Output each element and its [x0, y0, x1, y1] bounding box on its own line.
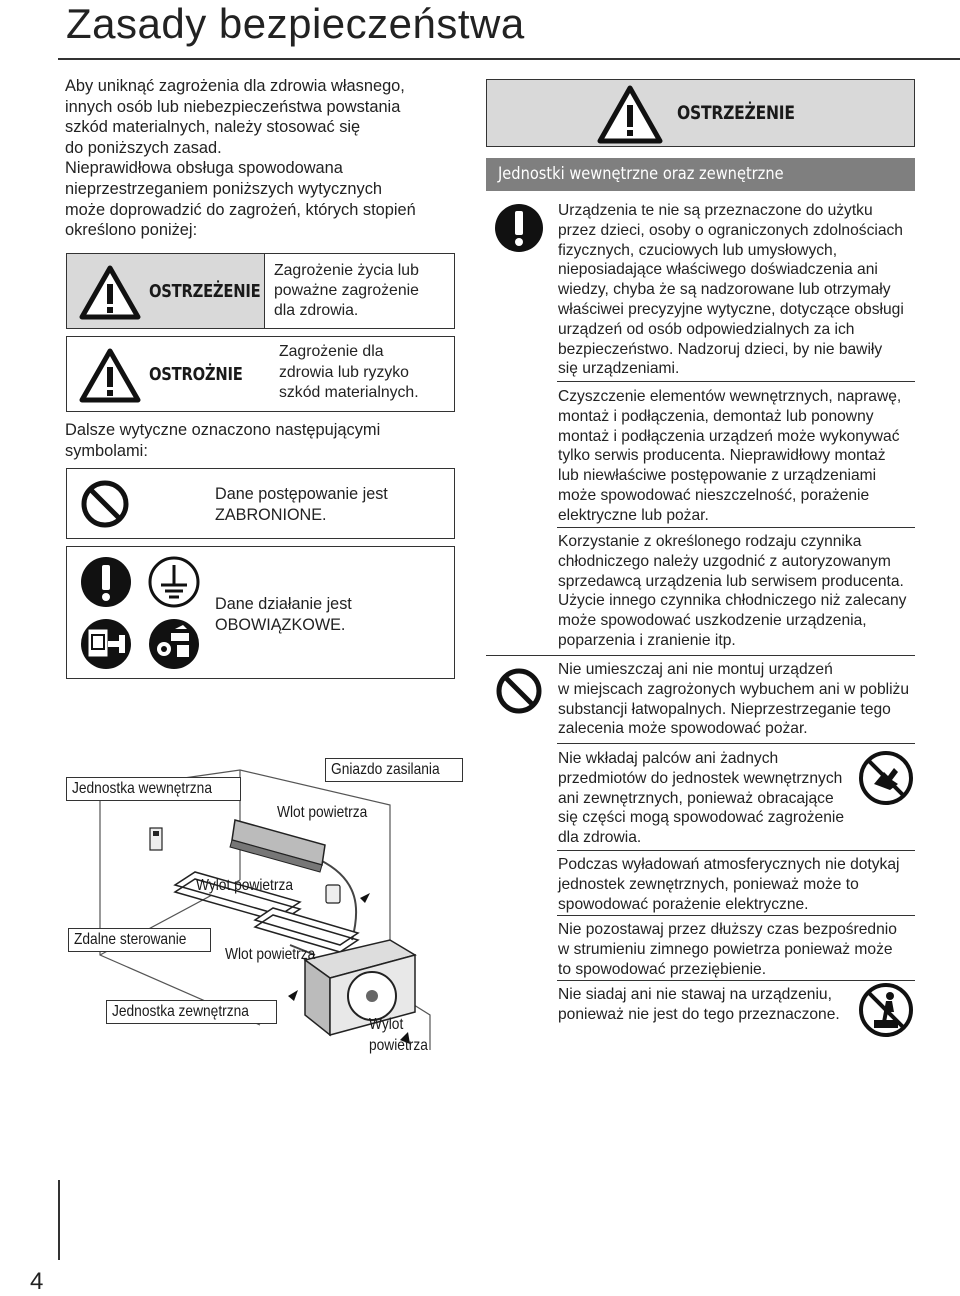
page-margin-rule [58, 1180, 60, 1260]
intro-line: określono poniżej: [65, 221, 198, 240]
paragraph-line: Nie pozostawaj przez dłuższy czas bezpośrednio [558, 921, 897, 938]
warning-paragraph [558, 201, 904, 379]
warning-paragraph [558, 532, 906, 651]
paragraph-line: może spowodować nieszczelność, porażenie [558, 486, 870, 504]
intro-line: do poniższych zasad. [65, 138, 222, 157]
paragraph-line: nieposiadające właściwego doświadczenia ani [558, 261, 878, 279]
warning-paragraph [558, 855, 900, 914]
paragraph-line: fizycznych, czuciowych lub umysłowych, [558, 241, 838, 259]
paragraph-divider [557, 381, 915, 382]
paragraph-divider [557, 743, 915, 744]
prohibited-icon [494, 666, 544, 716]
paragraph-line: Nie siadaj ani nie stawaj na urządzeniu, [558, 986, 832, 1003]
ground-icon [147, 555, 201, 609]
installation-diagram [60, 750, 480, 1060]
warning-paragraph [558, 985, 840, 1025]
paragraph-line: Podczas wyładowań atmosferycznych nie dotykaj [558, 856, 900, 873]
label-air-inlet-indoor: Wlot powietrza [277, 804, 368, 821]
label-power-socket: Gniazdo zasilania [325, 758, 463, 782]
exclamation-icon [79, 555, 133, 609]
paragraph-line: Urządzenia te nie są przeznaczone do użytku [558, 202, 873, 219]
warning-paragraph [558, 387, 901, 526]
paragraph-line: przedmiotów do jednostek wewnętrznych [558, 769, 843, 787]
paragraph-line: właściwei precyzyjne wytyczne, dotyczące obsługi [558, 300, 904, 318]
warning-desc-line: Zagrożenie życia lub [274, 262, 419, 279]
caution-level-label: OSTROŻNIE [149, 364, 243, 385]
intro-line: nieprzestrzeganiem poniższych wytycznych [65, 179, 383, 198]
label-indoor-unit: Jednostka wewnętrzna [66, 777, 241, 801]
paragraph-line: Użycie innego czynnika chłodniczego niż zalecany [558, 592, 907, 610]
paragraph-line: w strumieniu zimnego powietrza ponieważ może [558, 940, 893, 958]
intro-line: szkód materialnych, należy stosować się [65, 118, 361, 137]
paragraph-line: ani zewnętrznych, ponieważ obracające [558, 789, 834, 807]
paragraph-divider [557, 980, 915, 981]
paragraph-line: Korzystanie z określonego rodzaju czynnika [558, 533, 862, 550]
prohibited-line: Dane postępowanie jest [215, 485, 388, 503]
paragraph-line: dla zdrowia. [558, 829, 642, 847]
no-stepping-icon [858, 982, 914, 1038]
caution-desc-line: Zagrożenie dla [279, 343, 384, 360]
no-fingers-icon [858, 750, 914, 806]
paragraph-line: tylko serwis producenta. Nieprawidłowy montaż [558, 447, 886, 465]
warning-level-box [66, 253, 265, 329]
prohibited-line: ZABRONIONE. [215, 505, 327, 524]
exclamation-icon [494, 203, 544, 253]
label-air-outlet-indoor: Wylot powietrza [196, 877, 293, 894]
breaker-icon [147, 617, 201, 671]
label-air-outlet-outdoor: Wylot powietrza [369, 1016, 428, 1054]
paragraph-divider [486, 655, 915, 656]
warning-paragraph [558, 920, 897, 979]
paragraph-line: montaż i podłączenia, demontaż lub ponowny [558, 407, 874, 425]
paragraph-line: sprzedawcą urządzenia lub serwisem producenta. [558, 572, 904, 590]
paragraph-line: spowodować porażenie elektryczne. [558, 895, 809, 913]
paragraph-line: się urządzeniami. [558, 360, 680, 378]
page-number: 4 [30, 1268, 44, 1295]
paragraph-line: wiedzy, chyba że są nadzorowane lub otrzymały [558, 281, 891, 299]
paragraph-line: ponieważ nie jest do tego przeznaczone. [558, 1005, 840, 1023]
intro-line: innych osób lub niebezpieczeństwa powstania [65, 97, 401, 116]
warning-level-desc [274, 261, 419, 321]
symbols-intro-line: symbolami: [65, 441, 148, 460]
paragraph-line: urządzeń od osób odpowiedzialnych za ich [558, 320, 855, 338]
warning-paragraph [558, 749, 844, 848]
paragraph-line: może spowodować uszkodzenie urządzenia, [558, 612, 867, 630]
paragraph-line: się części mogą spowodować zagrożenie [558, 809, 845, 827]
paragraph-line: Nie umieszczaj ani nie montuj urządzeń [558, 661, 833, 678]
caution-triangle-icon [79, 347, 141, 403]
paragraph-line: zalecenia może spowodować pożar. [558, 720, 808, 738]
paragraph-line: Czyszczenie elementów wewnętrznych, naprawę, [558, 388, 902, 405]
paragraph-line: w miejscach zagrożonych wybuchem ani w pobliżu [558, 680, 910, 698]
label-remote-control: Zdalne sterowanie [68, 928, 211, 952]
caution-level-desc [279, 342, 419, 404]
mandatory-text [215, 594, 352, 635]
power-socket-drawing [326, 885, 340, 903]
paragraph-line: substancji łatwopalnych. Nieprzestrzeganie tego [558, 700, 891, 718]
paragraph-divider [557, 527, 915, 528]
warning-header-label: OSTRZEŻENIE [677, 102, 795, 124]
intro-line: Nieprawidłowa obsługa spowodowana [65, 159, 343, 178]
intro-paragraph [65, 76, 416, 241]
label-air-inlet-outdoor: Wlot powietrza [225, 946, 316, 963]
paragraph-line: poparzenia i zranienie itp. [558, 631, 736, 649]
intro-line: Aby uniknąć zagrożenia dla zdrowia własnego, [65, 77, 405, 95]
intro-line: może doprowadzić do zagrożeń, których stopień [65, 200, 416, 219]
paragraph-divider [557, 850, 915, 851]
symbols-intro [65, 420, 380, 461]
paragraph-line: jednostek zewnętrznych, ponieważ może to [558, 875, 859, 893]
paragraph-line: Nie wkładaj palców ani żadnych [558, 750, 779, 767]
mandatory-symbol-box [66, 546, 455, 679]
paragraph-line: lub niewłaściwe postępowanie z urządzeniami [558, 467, 877, 485]
label-outdoor-unit: Jednostka zewnętrzna [106, 1000, 277, 1024]
indoor-unit-drawing [230, 820, 325, 872]
prohibited-text [215, 484, 388, 525]
caution-desc-line: szkód materialnych. [279, 384, 419, 401]
unplug-icon [79, 617, 133, 671]
title-divider [58, 58, 960, 60]
warning-triangle-icon [79, 264, 141, 320]
prohibited-symbol-box [66, 468, 455, 539]
warning-desc-line: dla zdrowia. [274, 302, 359, 319]
warning-level-desc-box [265, 253, 455, 329]
warning-level-label: OSTRZEŻENIE [149, 281, 261, 302]
paragraph-line: montaż i podłączenia urządzeń może wykonywać [558, 427, 900, 445]
section-title-bar [486, 158, 915, 191]
caution-desc-line: zdrowia lub ryzyko [279, 363, 409, 381]
warning-header-box [486, 79, 915, 147]
paragraph-line: to spowodować przeziębienie. [558, 960, 767, 978]
paragraph-divider [557, 915, 915, 916]
symbols-intro-line: Dalsze wytyczne oznaczono następującymi [65, 421, 381, 439]
page-title: Zasady bezpieczeństwa [66, 0, 525, 47]
mandatory-line: Dane działanie jest [215, 595, 352, 613]
paragraph-line: bezpieczeństwo. Nadzoruj dzieci, by nie bawiły [558, 340, 883, 358]
paragraph-line: chłodniczego należy uzgodnić z autoryzowanym [558, 552, 891, 570]
warning-desc-line: poważne zagrożenie [274, 282, 419, 299]
remote-control-drawing [150, 828, 162, 850]
section-title: Jednostki wewnętrzne oraz zewnętrzne [498, 164, 784, 184]
warning-triangle-icon [597, 84, 663, 144]
warning-paragraph [558, 660, 909, 739]
prohibited-icon [79, 478, 131, 530]
caution-level-box [66, 336, 455, 412]
paragraph-line: przez dzieci, osoby o ograniczonych zdolnościach [558, 221, 903, 239]
mandatory-line: OBOWIĄZKOWE. [215, 615, 346, 634]
paragraph-line: elektryczne lub pożar. [558, 506, 709, 524]
